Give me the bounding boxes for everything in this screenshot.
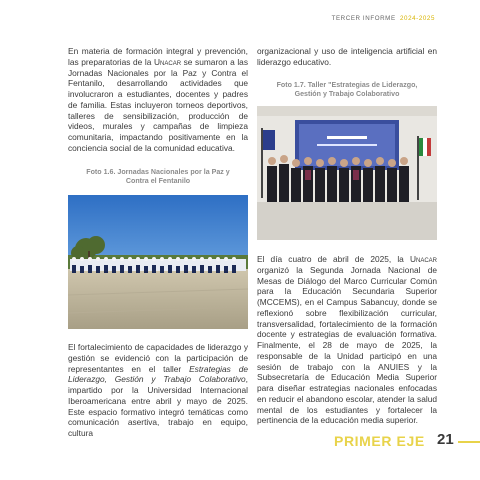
photo-taller-group — [257, 106, 437, 240]
photo-jornadas-students — [68, 195, 248, 329]
report-label: TERCER INFORME — [331, 15, 396, 22]
right-continuation-paragraph: organizacional y uso de inteligencia artificial en liderazgo educativo. — [257, 46, 437, 67]
unacar-smallcaps: Unacar — [409, 254, 437, 264]
left-leadership-paragraph: El fortalecimiento de capacidades de liderazgo y gestión se evidenció con la participación de representantes en el taller Estrategias de Liderazgo, Gestión y Trabajo Colaborativo, impartido por la Universidad Internacional Iberoamericana entre abril y mayo de 2025. Este espacio formativo integró temáticas como comunicación asertiva, trabajo en equipo, cultura — [68, 342, 249, 438]
running-header — [332, 15, 435, 22]
photo-students-outdoor-image — [68, 195, 248, 329]
report-years: 2024-2025 — [400, 15, 435, 22]
left-intro-paragraph: En materia de formación integral y prevención, las preparatorias de la Unacar se sumaron a las Jornadas Nacionales por la Paz y Contra el Fentanilo, desarrollando actividades que involucraron a estudiantes, docentes y padres de familia. Estas incluyeron torneos deportivos, talleres de sensibilización, producción de videos, murales y campañas de limpieza comunitaria, impactando positivamente en la conciencia social de la comunidad educativa. — [68, 46, 248, 153]
photo-caption-1-6: Foto 1.6. Jornadas Nacionales por la Paz y Contra el Fentanilo — [86, 168, 230, 185]
footer-accent-rule — [458, 441, 480, 443]
section-label: PRIMER EJE — [334, 433, 425, 449]
photo-caption-1-7: Foto 1.7. Taller "Estrategias de Liderazgo, Gestión y Trabajo Colaborativo — [276, 81, 418, 98]
photo-group-indoor-image — [257, 106, 437, 240]
right-mccems-paragraph: El día cuatro de abril de 2025, la Unacar organizó la Segunda Jornada Nacional de Mesas de Diálogo del Marco Curricular Común para la Educación Secundaria Superior (MCCEMS), en el Campus Sabancuy, donde se reflexionó sobre flexibilización curricular, transversalidad, fortalecimiento de la formación docente y estrategias de evaluación formativa. Finalmente, el 28 de mayo de 2025, la responsable de la Unidad participó en una sesión de trabajo con la ANUIES y la Subsecretaría de Educación Media Superior para diseñar estrategias nacionales enfocadas en reducir el abandono escolar, atender la salud mental de los estudiantes y fortalecer la pertinencia de la educación media superior. — [257, 254, 437, 426]
page-number: 21 — [437, 431, 454, 448]
workshop-title-italic: Estrategias de Liderazgo, Gestión y Trabajo Colaborativo — [68, 363, 249, 385]
unacar-smallcaps: Unacar — [154, 56, 182, 67]
